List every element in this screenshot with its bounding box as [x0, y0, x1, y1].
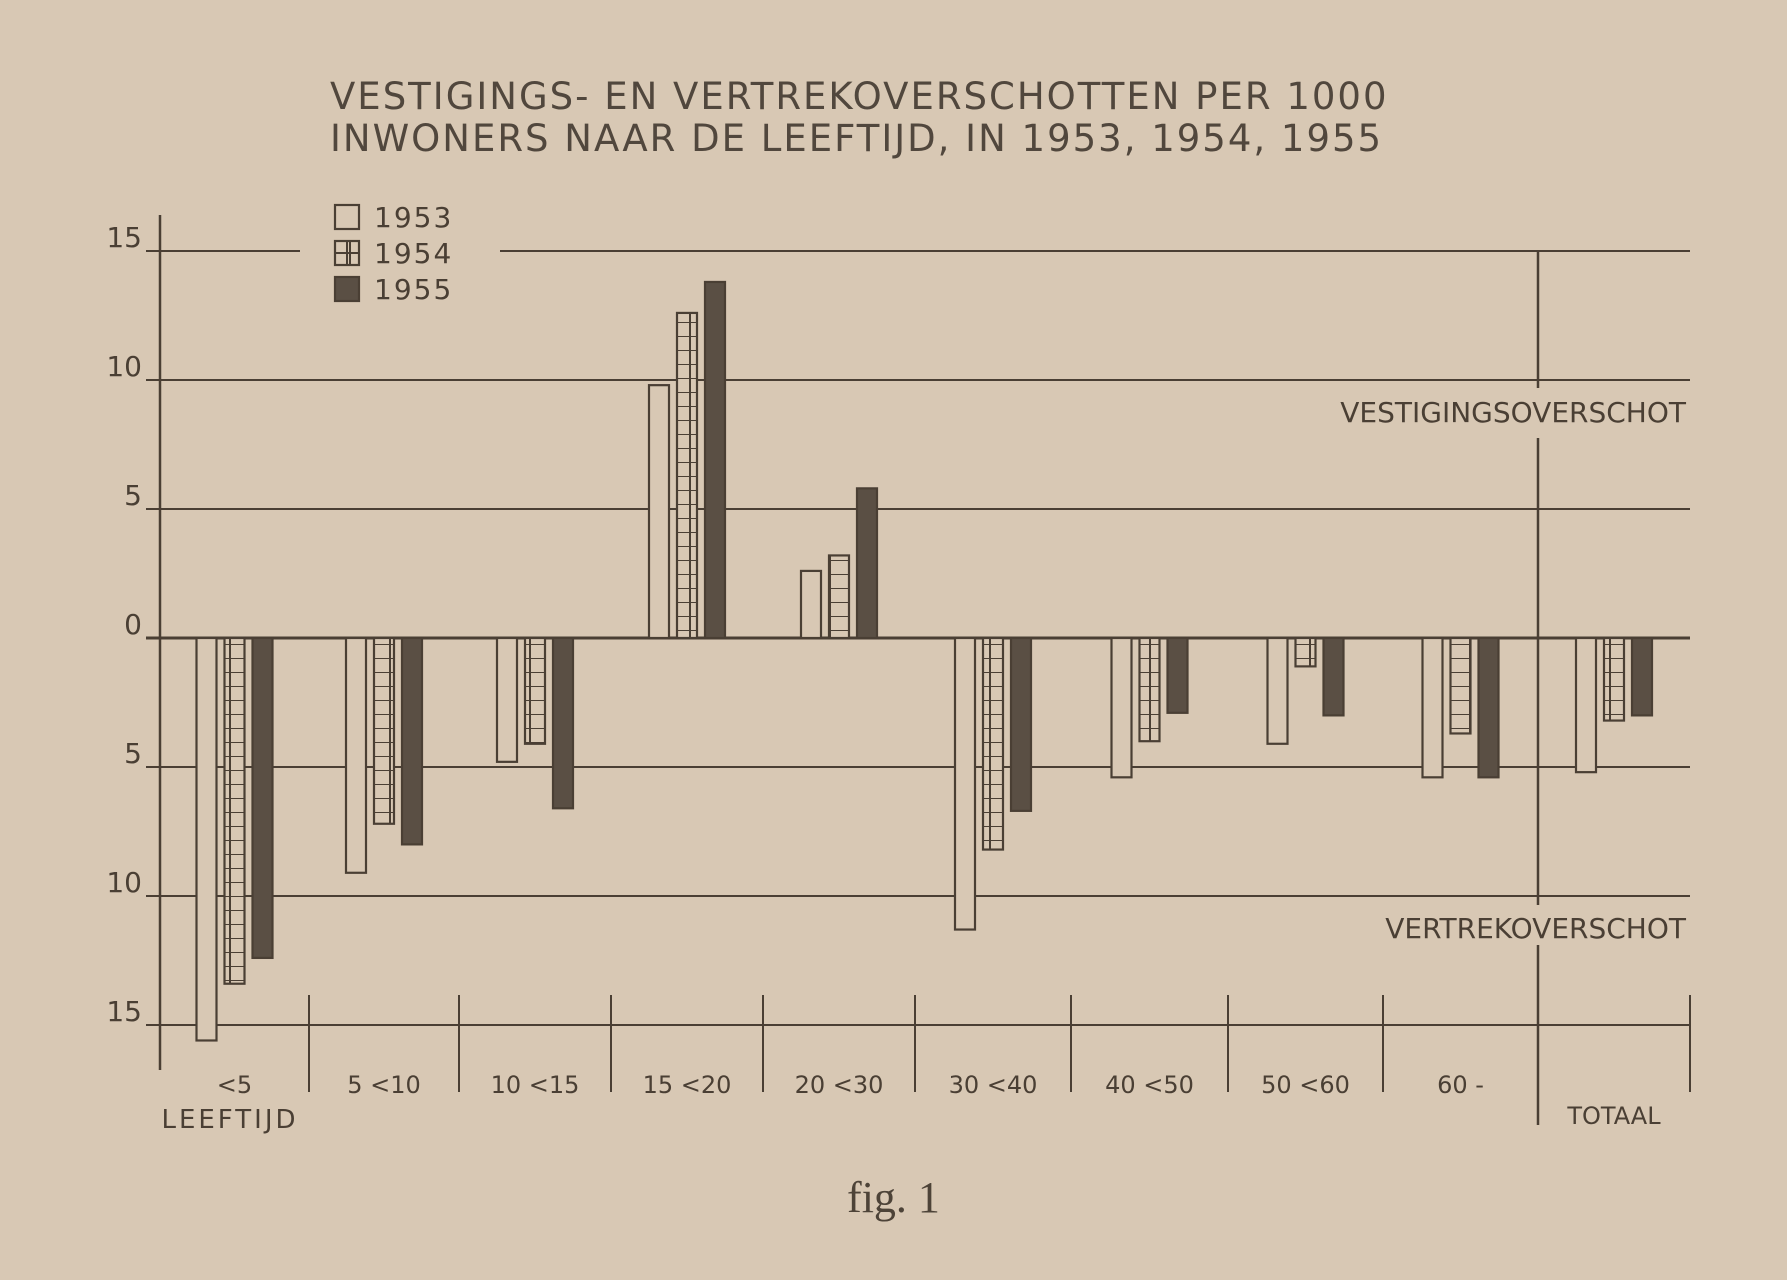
figure-caption: fig. 1 — [847, 1173, 940, 1222]
annotation-vertrekoverschot: VERTREKOVERSCHOT — [1385, 912, 1686, 945]
bar-1955 — [1168, 638, 1188, 713]
bar-1953 — [1423, 638, 1443, 777]
y-tick-label: 15 — [106, 221, 142, 254]
x-category-label: 30 <40 — [948, 1071, 1038, 1099]
bar-1955 — [1479, 638, 1499, 777]
bar-1954 — [1451, 638, 1471, 733]
bar-1954 — [525, 638, 545, 744]
annotation-vestigingsoverschot: VESTIGINGSOVERSCHOT — [1340, 396, 1686, 429]
bar-1953 — [497, 638, 517, 762]
legend-label-1954: 1954 — [374, 237, 454, 270]
x-category-label: 20 <30 — [794, 1071, 884, 1099]
bar-1954 — [677, 313, 697, 638]
bar-1954 — [1604, 638, 1624, 721]
y-tick-label: 5 — [124, 479, 142, 512]
x-category-label: 60 - — [1437, 1071, 1484, 1099]
bar-1955 — [553, 638, 573, 808]
legend-swatch-1955 — [335, 277, 359, 301]
y-tick-label: 0 — [124, 608, 142, 641]
legend-label-1955: 1955 — [374, 273, 454, 306]
x-category-label: 40 <50 — [1105, 1071, 1194, 1099]
x-category-label: 50 <60 — [1261, 1071, 1350, 1099]
x-axis-label: LEEFTIJD — [161, 1105, 299, 1135]
legend-label-1953: 1953 — [374, 201, 454, 234]
bar-1953 — [649, 385, 669, 638]
legend — [300, 200, 500, 310]
y-tick-label: 15 — [106, 995, 142, 1028]
bar-1955 — [253, 638, 273, 958]
chart-title-line2: INWONERS NAAR DE LEEFTIJD, IN 1953, 1954, 1955 — [330, 117, 1384, 160]
bar-1953 — [1112, 638, 1132, 777]
bar-1953 — [1268, 638, 1288, 744]
bar-1955 — [1011, 638, 1031, 811]
bar-1954 — [983, 638, 1003, 850]
y-tick-label: 10 — [106, 350, 142, 383]
x-category-label: 15 <20 — [642, 1071, 732, 1099]
bar-1955 — [857, 488, 877, 638]
bar-1953 — [197, 638, 217, 1040]
y-tick-label: 5 — [124, 737, 142, 770]
chart-title-line1: VESTIGINGS- EN VERTREKOVERSCHOTTEN PER 1000 — [330, 75, 1389, 118]
bar-1955 — [402, 638, 422, 844]
x-category-label: 10 <15 — [490, 1071, 580, 1099]
legend-swatch-1953 — [335, 205, 359, 229]
bar-1954 — [374, 638, 394, 824]
bar-1954 — [1296, 638, 1316, 666]
bar-1953 — [801, 571, 821, 638]
bar-1953 — [346, 638, 366, 873]
y-tick-label: 10 — [106, 866, 142, 899]
bar-1955 — [1324, 638, 1344, 715]
bar-1955 — [1632, 638, 1652, 715]
bar-1954 — [1140, 638, 1160, 741]
bar-1954 — [225, 638, 245, 984]
bar-1955 — [705, 282, 725, 638]
x-category-label: 5 <10 — [347, 1071, 421, 1099]
bar-1953 — [955, 638, 975, 930]
x-category-label: TOTAAL — [1567, 1102, 1661, 1130]
bar-1954 — [829, 555, 849, 638]
x-category-label: <5 — [216, 1071, 253, 1099]
bar-1953 — [1576, 638, 1596, 772]
